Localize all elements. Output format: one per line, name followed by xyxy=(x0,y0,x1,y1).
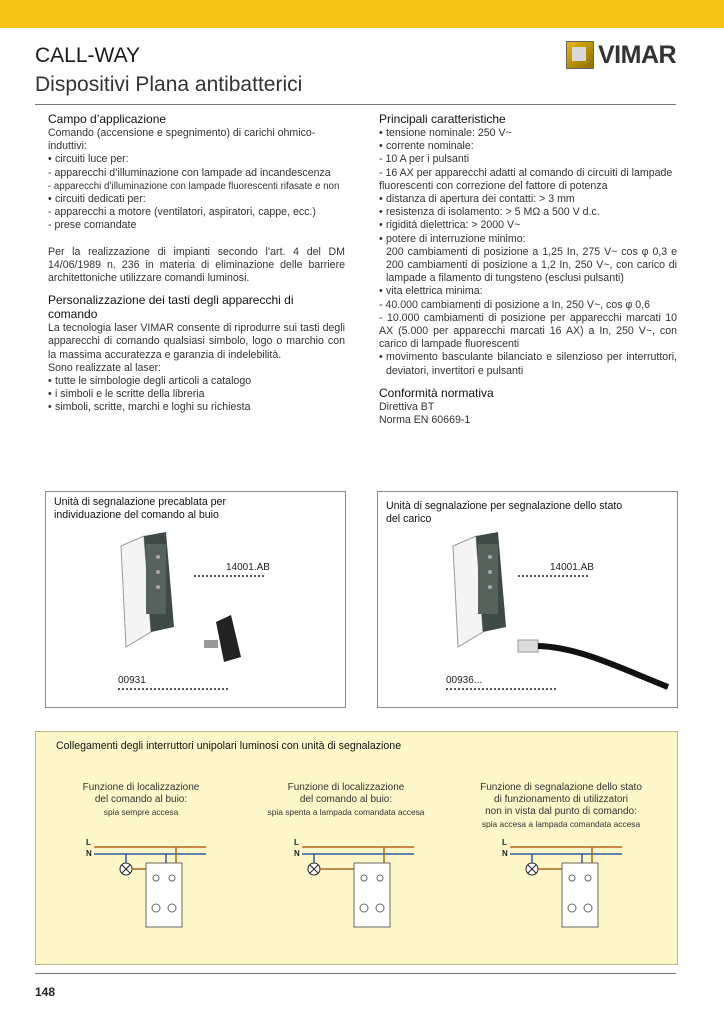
leader-dots xyxy=(446,688,556,690)
leader-dots xyxy=(194,575,264,577)
campo-title: Campo d’applicazione xyxy=(48,112,167,126)
list-item: • tensione nominale: 250 V~ xyxy=(379,127,512,139)
list-item: • i simboli e le scritte della libreria xyxy=(48,388,205,401)
list-item: - apparecchi d’illuminazione con lampade ad incandescenza xyxy=(48,166,331,179)
list-item: • simboli, scritte, marchi e loghi su richiesta xyxy=(48,401,251,414)
device-illustration xyxy=(106,532,266,662)
function-localizzazione-2: Funzione di localizzazione del comando al buio: spia spenta a lampada comandata accesa xyxy=(267,782,425,817)
list-item: • resistenza di isolamento: > 5 MΩ a 500 V d.c. xyxy=(379,206,600,219)
wiring-diagram-1: L N xyxy=(86,838,216,938)
function-segnalazione-3: Funzione di segnalazione dello stato di funzionamento di utilizzatori non in vista dal punto di comando: spia accesa a lampada comandata accesa xyxy=(480,782,642,829)
list-item: • rigidità dielettrica: > 2000 V~ xyxy=(379,219,521,232)
list-item: - 10.000 cambiamenti di posizione per apparecchi marcati 10 AX (5.000 per apparecchi marcati 16 AX) a In, 250 V~, con carico di lampade fluorescenti xyxy=(379,311,677,351)
top-accent-bar xyxy=(0,0,724,28)
wiring-diagram-3: L N xyxy=(502,838,632,938)
pers-laser: Sono realizzate al laser: xyxy=(48,361,162,374)
header-rule xyxy=(35,104,676,105)
list-item: • circuiti luce per: xyxy=(48,153,129,166)
box-title: Unità di segnalazione precablata per individuazione del comando al buio xyxy=(54,496,226,521)
function-localizzazione-1: Funzione di localizzazione del comando al buio: spia sempre accesa xyxy=(82,782,200,817)
list-item: • vita elettrica minima: xyxy=(379,285,483,298)
list-item: - apparecchi a motore (ventilatori, aspiratori, cappe, ecc.) xyxy=(48,206,316,219)
leader-dots xyxy=(518,575,588,577)
code-bottom-label: 00931 xyxy=(118,675,146,686)
logo-mark-icon xyxy=(566,41,594,69)
device-illustration xyxy=(438,532,673,692)
list-item: • potere di interruzione minimo: xyxy=(379,232,526,245)
dm-paragraph: Per la realizzazione di impianti secondo l’art. 4 del DM 14/06/1989 n. 236 in materia di eliminazione delle barriere architettoniche utilizzare comandi luminosi. xyxy=(48,245,345,285)
product-box-precablata xyxy=(45,491,346,708)
list-item: • corrente nominale: xyxy=(379,140,474,153)
list-item: - 10 A per i pulsanti xyxy=(379,153,470,166)
list-item: • distanza di apertura dei contatti: > 3 mm xyxy=(379,193,575,206)
footer-rule xyxy=(35,973,676,974)
list-item: • circuiti dedicati per: xyxy=(48,193,146,206)
leader-dots xyxy=(118,688,228,690)
code-top-label: 14001.AB xyxy=(226,562,270,573)
code-top-label: 14001.AB xyxy=(550,562,594,573)
vimar-logo xyxy=(566,40,678,70)
char-title: Principali caratteristiche xyxy=(379,112,506,126)
page-title: CALL-WAY xyxy=(35,44,141,67)
logo-text: VIMAR xyxy=(598,40,677,69)
list-item: - apparecchi d’illuminazione con lampade fluorescenti rifasate e non xyxy=(48,180,340,192)
list-item: 200 cambiamenti di posizione a 1,25 In, 275 V~ cos φ 0,3 e 200 cambiamenti di posizione a 1,2 In, 250 V~, con carico di lampade a filamento di tungsteno (esclusi pulsanti) xyxy=(386,245,677,285)
list-item: - 16 AX per apparecchi adatti al comando di circuiti di lampade fluorescenti con correzione del fattore di potenza xyxy=(379,166,673,192)
pers-title: Personalizzazione dei tasti degli apparecchi di comando xyxy=(48,293,294,322)
product-box-stato-carico xyxy=(377,491,678,708)
pers-paragraph: La tecnologia laser VIMAR consente di riprodurre sui tasti degli apparecchi di comando qualsiasi simbolo, logo o marchio con la massima accuratezza e garanzia di indelebilità. xyxy=(48,322,345,361)
list-item: - prese comandate xyxy=(48,219,137,232)
connections-box xyxy=(35,731,678,965)
left-column xyxy=(48,112,345,415)
list-item: • movimento basculante bilanciato e silenzioso per interruttori, deviatori, invertitori e pulsanti xyxy=(379,351,677,377)
wiring-diagram-2: L N xyxy=(294,838,424,938)
campo-intro: Comando (accensione e spegnimento) di carichi ohmico-induttivi: xyxy=(48,127,316,153)
list-item: • tutte le simbologie degli articoli a catalogo xyxy=(48,375,252,388)
conf-title: Conformità normativa xyxy=(379,385,494,400)
code-bottom-label: 00936... xyxy=(446,675,483,686)
conf-item: Direttiva BT xyxy=(379,400,435,413)
page-number: 148 xyxy=(35,985,56,999)
box-title: Unità di segnalazione per segnalazione dello stato del carico xyxy=(386,500,623,525)
list-item: - 40.000 cambiamenti di posizione a In, 250 V~, cos φ 0,6 xyxy=(379,298,650,311)
connections-title: Collegamenti degli interruttori unipolari luminosi con unità di segnalazione xyxy=(56,740,402,752)
conf-item: Norma EN 60669-1 xyxy=(379,414,471,427)
page-subtitle: Dispositivi Plana antibatterici xyxy=(35,73,303,96)
right-column xyxy=(379,112,677,427)
